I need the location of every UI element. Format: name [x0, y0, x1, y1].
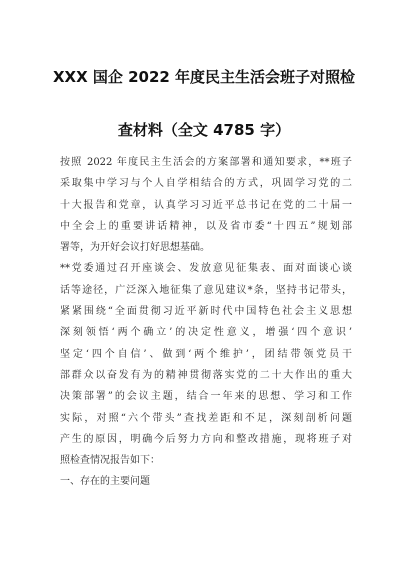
document-title-line-1: XXX 国企 2022 年度民主生活会班子对照检 — [52, 68, 356, 86]
body-line: 实际，对照“六个带头”查找差距和不足，深刻剖析问题 — [60, 412, 352, 424]
section-heading: 一、存在的主要问题 — [60, 476, 150, 488]
body-line: 紧紧围绕“全面贯彻习近平新时代中国特色社会主义思想 — [60, 306, 352, 318]
document-title-line-2: 查材料（全文 4785 字） — [117, 121, 291, 139]
body-line: 采取集中学习与个人自学相结合的方式，巩固学习党的二 — [60, 178, 352, 190]
body-line: 产生的原因，明确今后努力方向和整改措施，现将班子对 — [60, 433, 352, 445]
body-line: 话等途径，广泛深入地征集了意见建议*条，坚持书记带头， — [60, 284, 352, 296]
document-body — [60, 152, 352, 493]
body-line: **党委通过召开座谈会、发放意见征集表、面对面谈心谈 — [60, 263, 352, 275]
body-line: 照检查情况报告如下： — [60, 455, 160, 467]
body-line: 署等，为开好会议打好思想基础。 — [60, 242, 210, 254]
body-line: 按照 2022 年度民主生活会的方案部署和通知要求，**班子 — [60, 157, 352, 168]
body-line: 深刻领悟‘两个确立’的决定性意义，增强‘四个意识’ — [60, 327, 352, 339]
body-line: 决策部署”的会议主题，结合一年来的思想、学习和工作 — [60, 391, 352, 403]
body-line: 坚定‘四个自信’、做到‘两个维护’，团结带领党员干 — [60, 348, 352, 360]
body-line: 部群众以奋发有为的精神贯彻落实党的二十大作出的重大 — [60, 369, 352, 381]
body-line: 中全会上的重要讲话精神，以及省市委“十四五”规划部 — [60, 220, 352, 232]
body-line: 十大报告和党章，认真学习习近平总书记在党的二十届一 — [60, 199, 352, 211]
